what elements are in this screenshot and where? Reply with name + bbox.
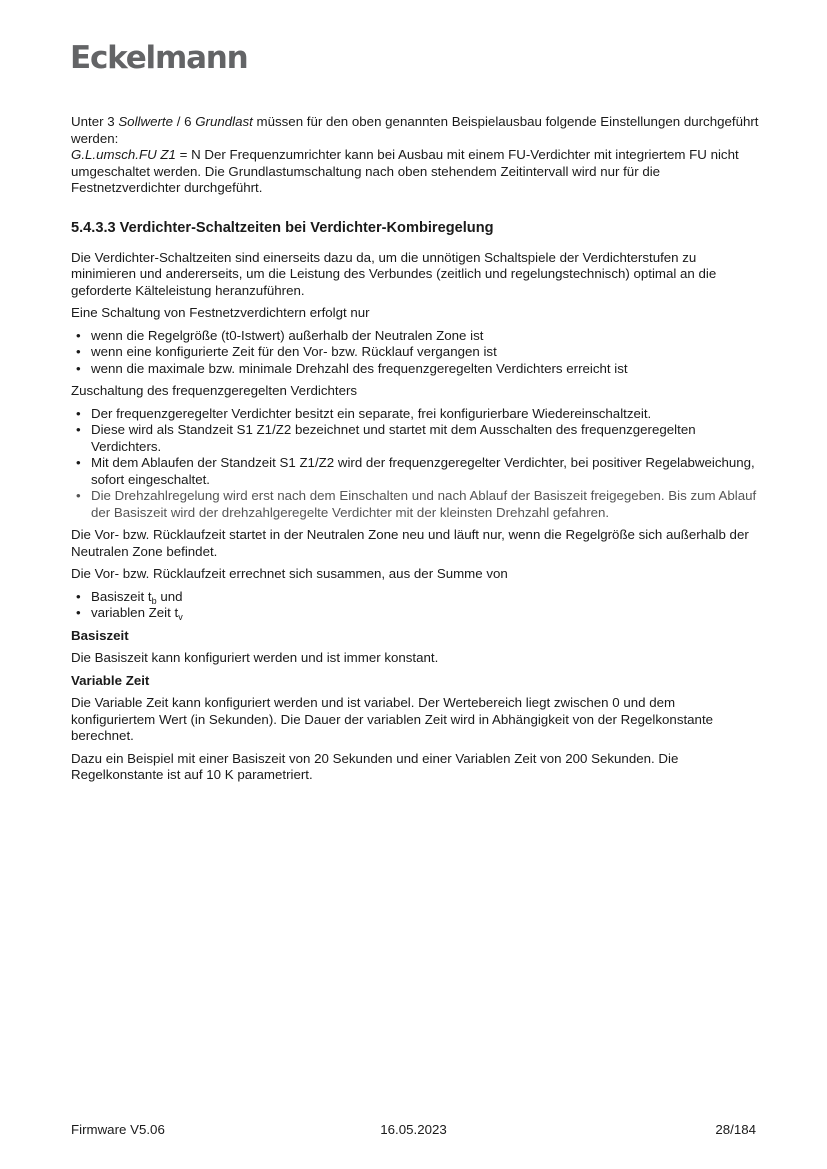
bullet-list	[71, 589, 759, 622]
document-body	[71, 114, 759, 790]
list-item: • wenn eine konfigurierte Zeit für den Vor- bzw. Rücklauf vergangen ist	[71, 344, 759, 361]
list-item: • Die Drehzahlregelung wird erst nach dem Einschalten und nach Ablauf der Basiszeit freigegeben. Bis zum Ablauf der Basiszeit wird der drehzahlgeregelte Verdichter mit der kleinsten Drehzahl gefahren.	[71, 488, 759, 521]
bullet-list	[71, 406, 759, 522]
intro-paragraph: Unter 3 Sollwerte / 6 Grundlast müssen für den oben genannten Beispielausbau folgende Einstellungen durchgeführt werden:	[71, 114, 759, 146]
footer-firmware-version: Firmware V5.06	[71, 1122, 165, 1137]
intro-parameter-paragraph: G.L.umsch.FU Z1 = N Der Frequenzumrichter kann bei Ausbau mit einem FU-Verdichter mit integriertem FU nicht umgeschaltet werden. Die Grundlastumschaltung nach oben stehendem Zeitintervall wird nur für die Festnetzverdichter durchgeführt.	[71, 147, 739, 195]
list-item: • Der frequenzgeregelter Verdichter besitzt ein separate, frei konfigurierbare Wiedereinschaltzeit.	[71, 406, 759, 423]
paragraph: Eine Schaltung von Festnetzverdichtern erfolgt nur	[71, 305, 370, 320]
paragraph: Die Vor- bzw. Rücklaufzeit startet in der Neutralen Zone neu und läuft nur, wenn die Regelgröße sich außerhalb der Neutralen Zone befindet.	[71, 527, 749, 559]
list-item: • Basiszeit $t_b$ und	[71, 589, 759, 606]
subheading-variable-zeit: Variable Zeit	[71, 672, 150, 688]
paragraph: Die Verdichter-Schaltzeiten sind einerseits dazu da, um die unnötigen Schaltspiele der Verdichterstufen zu minimieren und andererseits, um die Leistung des Verbundes (zeitlich und regelungstechnisch) optimal an die geforderte Kälteleistung heranzuführen.	[71, 249, 717, 298]
list-item: • wenn die Regelgröße (t0-Istwert) außerhalb der Neutralen Zone ist	[71, 328, 759, 345]
subheading-basiszeit: Basiszeit	[71, 627, 129, 643]
list-item: • Diese wird als Standzeit S1 Z1/Z2 bezeichnet und startet mit dem Ausschalten des frequenzgeregelten Verdichters.	[71, 422, 759, 455]
footer-date: 16.05.2023	[380, 1122, 447, 1137]
footer-page-number: 28/184	[715, 1122, 756, 1137]
list-item: • variablen Zeit $t_v$	[71, 605, 759, 622]
bullet-list	[71, 328, 759, 378]
section-heading: 5.4.3.3 Verdichter-Schaltzeiten bei Verdichter-Kombiregelung	[71, 219, 494, 236]
paragraph: Die Variable Zeit kann konfiguriert werden und ist variabel. Der Wertebereich liegt zwischen 0 und dem konfiguriertem Wert (in Sekunden). Die Dauer der variablen Zeit wird in Abhängigkeit von der Regelkonstante berechnet.	[71, 695, 714, 743]
paragraph: Die Basiszeit kann konfiguriert werden und ist immer konstant.	[71, 650, 439, 665]
list-item: • wenn die maximale bzw. minimale Drehzahl des frequenzgeregelten Verdichters erreicht ist	[71, 361, 759, 378]
list-item: • Mit dem Ablaufen der Standzeit S1 Z1/Z2 wird der frequenzgeregelter Verdichter, bei positiver Regelabweichung, sofort eingeschaltet.	[71, 455, 759, 488]
paragraph: Die Vor- bzw. Rücklaufzeit errechnet sich susammen, aus der Summe von	[71, 566, 508, 581]
company-logo: Eckelmann	[70, 40, 248, 76]
paragraph: Zuschaltung des frequenzgeregelten Verdichters	[71, 383, 358, 398]
paragraph: Dazu ein Beispiel mit einer Basiszeit von 20 Sekunden und einer Variablen Zeit von 200 Sekunden. Die Regelkonstante ist auf 10 K parametriert.	[71, 750, 679, 782]
